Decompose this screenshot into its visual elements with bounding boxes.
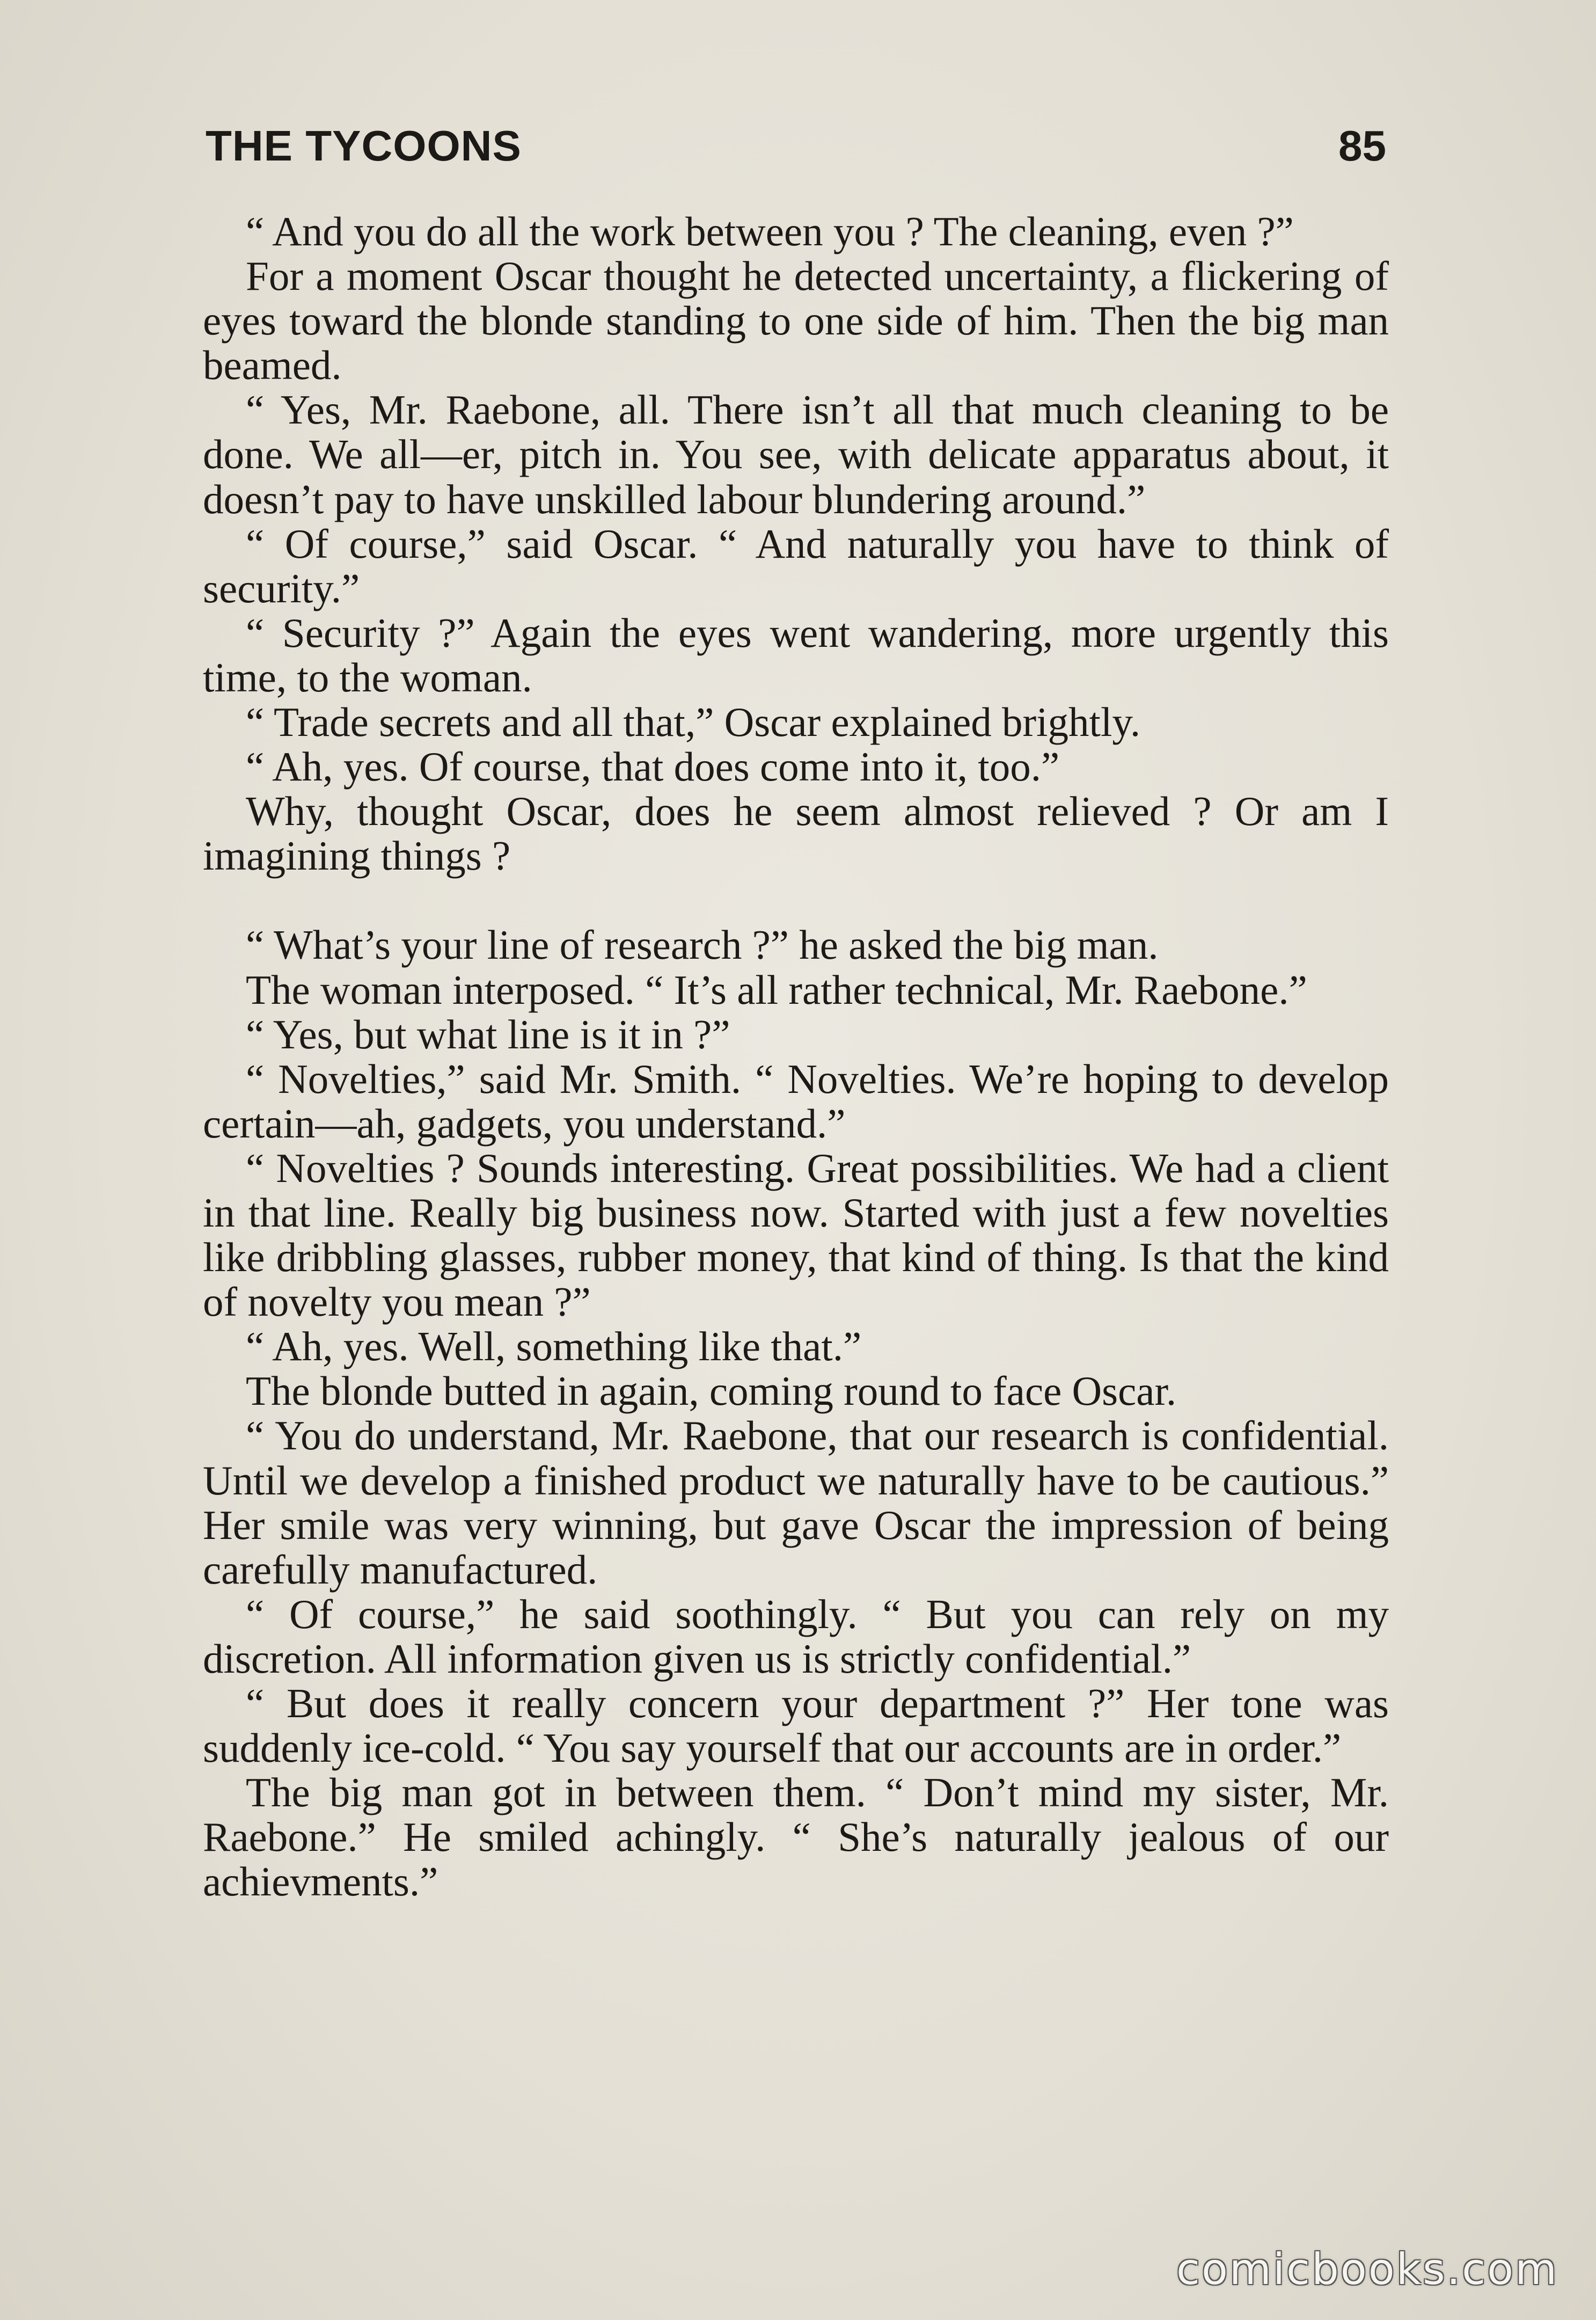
paragraph: Why, thought Oscar, does he seem almost relieved ? Or am I imagining things ? xyxy=(203,788,1389,879)
paragraph: “ Security ?” Again the eyes went wandering, more urgently this time, to the woman. xyxy=(203,609,1389,701)
paragraph: “ Yes, but what line is it in ?” xyxy=(246,1011,730,1057)
paragraph: “ What’s your line of research ?” he asked the big man. xyxy=(246,922,1159,968)
paragraph: “ Of course,” he said soothingly. “ But you can rely on my discretion. All information given us is strictly confidential.” xyxy=(203,1591,1389,1682)
running-title: THE TYCOONS xyxy=(206,122,522,170)
paragraph: “ Ah, yes. Of course, that does come into it, too.” xyxy=(246,743,1060,790)
page-number: 85 xyxy=(1338,122,1386,170)
paragraph: For a moment Oscar thought he detected uncertainty, a flickering of eyes toward the blonde standing to one side of him. Then the big man beamed. xyxy=(203,253,1389,389)
paragraph: The big man got in between them. “ Don’t mind my sister, Mr. Raebone.” He smiled achingly. “ She’s naturally jealous of our achievments.” xyxy=(203,1769,1389,1905)
paragraph: “ Novelties,” said Mr. Smith. “ Novelties. We’re hoping to develop certain—ah, gadgets, you understand.” xyxy=(203,1055,1389,1147)
paragraph: “ You do understand, Mr. Raebone, that our research is confidential. Until we develop a finished product we naturally have to be cautious.” Her smile was very winning, but gave Oscar the impression of being carefully manufactured. xyxy=(203,1412,1389,1593)
paragraph: “ Trade secrets and all that,” Oscar explained brightly. xyxy=(246,699,1141,746)
body-text xyxy=(203,209,1389,1904)
page-header xyxy=(206,119,1386,178)
paragraph: The blonde butted in again, coming round to face Oscar. xyxy=(246,1368,1177,1414)
paragraph: “ But does it really concern your department ?” Her tone was suddenly ice-cold. “ You say yourself that our accounts are in order.” xyxy=(203,1680,1389,1771)
paragraph: “ Of course,” said Oscar. “ And naturally you have to think of security.” xyxy=(203,520,1389,611)
paragraph: “ And you do all the work between you ? The cleaning, even ?” xyxy=(246,208,1294,254)
paragraph: “ Novelties ? Sounds interesting. Great possibilities. We had a client in that line. Really big business now. Started with just a few novelties like dribbling glasses, rubber money, that kind of thing. Is that the kind of novelty you mean ?” xyxy=(203,1144,1389,1325)
watermark: comicbooks.com xyxy=(1176,2244,1558,2294)
paragraph: “ Ah, yes. Well, something like that.” xyxy=(246,1323,862,1370)
paragraph: “ Yes, Mr. Raebone, all. There isn’t all that much cleaning to be done. We all—er, pitch in. You see, with delicate apparatus about, it doesn’t pay to have unskilled labour blundering around.” xyxy=(203,386,1389,522)
paragraph: The woman interposed. “ It’s all rather technical, Mr. Raebone.” xyxy=(246,966,1307,1013)
